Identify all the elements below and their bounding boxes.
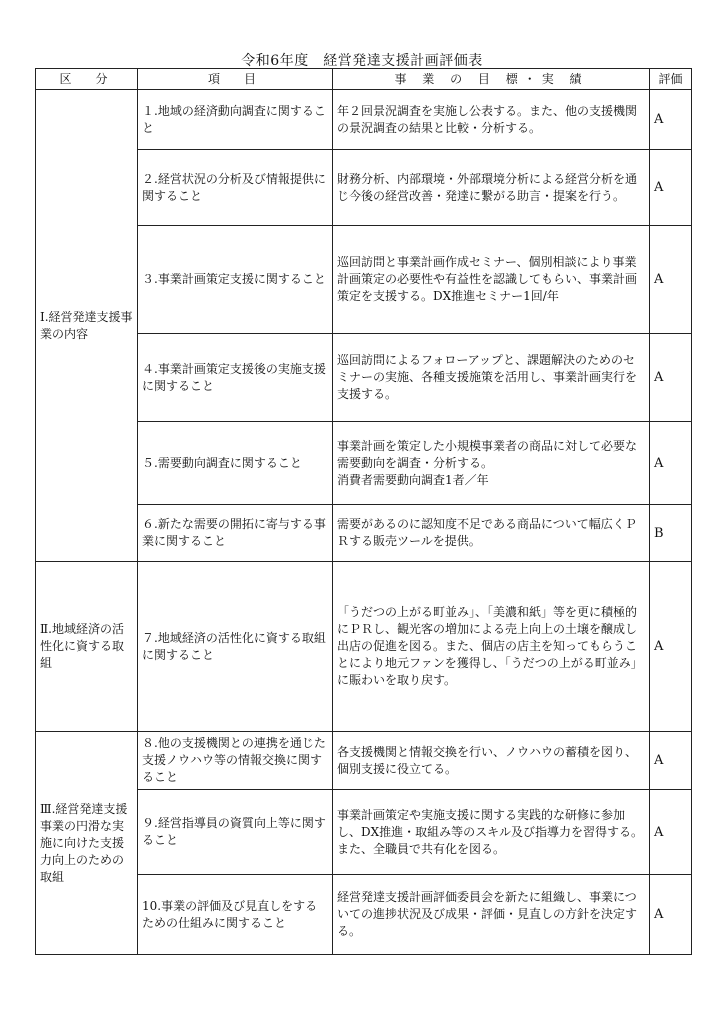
table-header-row bbox=[36, 69, 692, 90]
document-title: 令和6年度 経営発達支援計画評価表 bbox=[241, 53, 483, 69]
target-cell: 巡回訪問によるフォローアップと、課題解決のためのセミナーの実施、各種支援施策を活用し、事業計画実行を支援する。 bbox=[333, 334, 650, 422]
item-cell: ５.需要動向調査に関すること bbox=[138, 422, 333, 505]
target-cell: 事業計画策定や実施支援に関する実践的な研修に参加し、DX推進・取組み等のスキル及び指導力を習得する。また、全職員で共有化を図る。 bbox=[333, 790, 650, 875]
item-cell: ７.地域経済の活性化に資する取組に関すること bbox=[138, 562, 333, 732]
item-cell: ８.他の支援機関との連携を通じた支援ノウハウ等の情報交換に関すること bbox=[138, 732, 333, 790]
target-cell: 経営発達支援計画評価委員会を新たに組織し、事業についての進捗状況及び成果・評価・見直しの方針を決定する。 bbox=[333, 875, 650, 955]
category-cell: Ⅲ.経営発達支援事業の円滑な実施に向けた支援力向上のための取組 bbox=[36, 732, 138, 955]
header-grade: 評価 bbox=[650, 69, 692, 90]
item-cell: ９.経営指導員の資質向上等に関すること bbox=[138, 790, 333, 875]
header-item: 項 目 bbox=[138, 69, 333, 90]
target-cell: 需要があるのに認知度不足である商品について幅広くＰＲする販売ツールを提供。 bbox=[333, 505, 650, 562]
grade-cell: A bbox=[650, 732, 692, 790]
grade-cell: A bbox=[650, 790, 692, 875]
target-cell: 財務分析、内部環境・外部環境分析による経営分析を通じ今後の経営改善・発達に繋がる助言・提案を行う。 bbox=[333, 150, 650, 226]
item-cell: ３.事業計画策定支援に関すること bbox=[138, 226, 333, 334]
grade-cell: A bbox=[650, 90, 692, 150]
grade-cell: B bbox=[650, 505, 692, 562]
target-cell: 事業計画を策定した小規模事業者の商品に対して必要な需要動向を調査・分析する。 消費者需要動向調査1者／年 bbox=[333, 422, 650, 505]
header-category: 区 分 bbox=[36, 69, 138, 90]
category-cell: Ⅰ.経営発達支援事業の内容 bbox=[36, 90, 138, 562]
grade-cell: A bbox=[650, 562, 692, 732]
header-target: 事 業 の 目 標・実 績 bbox=[333, 69, 650, 90]
grade-cell: A bbox=[650, 334, 692, 422]
table-row bbox=[36, 90, 692, 150]
target-cell: 巡回訪問と事業計画作成セミナー、個別相談により事業計画策定の必要性や有益性を認識してもらい、事業計画策定を支援する。DX推進セミナー1回/年 bbox=[333, 226, 650, 334]
item-cell: ２.経営状況の分析及び情報提供に関すること bbox=[138, 150, 333, 226]
item-cell: １.地域の経済動向調査に関すること bbox=[138, 90, 333, 150]
table-row bbox=[36, 732, 692, 790]
evaluation-table bbox=[35, 68, 692, 955]
item-cell: ４.事業計画策定支援後の実施支援に関すること bbox=[138, 334, 333, 422]
item-cell: ６.新たな需要の開拓に寄与する事業に関すること bbox=[138, 505, 333, 562]
target-cell: 各支援機関と情報交換を行い、ノウハウの蓄積を図り、個別支援に役立てる。 bbox=[333, 732, 650, 790]
grade-cell: A bbox=[650, 422, 692, 505]
category-cell: Ⅱ.地域経済の活性化に資する取組 bbox=[36, 562, 138, 732]
grade-cell: A bbox=[650, 150, 692, 226]
grade-cell: A bbox=[650, 875, 692, 955]
target-cell: 年２回景況調査を実施し公表する。また、他の支援機関の景況調査の結果と比較・分析する。 bbox=[333, 90, 650, 150]
grade-cell: A bbox=[650, 226, 692, 334]
target-cell: 「うだつの上がる町並み」、「美濃和紙」等を更に積極的にＰＲし、観光客の増加による売上向上の土壌を醸成し出店の促進を図る。また、個店の店主を知ってもらうことにより地元ファンを獲得し、「うだつの上がる町並み」に賑わいを取り戻す。 bbox=[333, 562, 650, 732]
table-row bbox=[36, 562, 692, 732]
item-cell: 10.事業の評価及び見直しをするための仕組みに関すること bbox=[138, 875, 333, 955]
